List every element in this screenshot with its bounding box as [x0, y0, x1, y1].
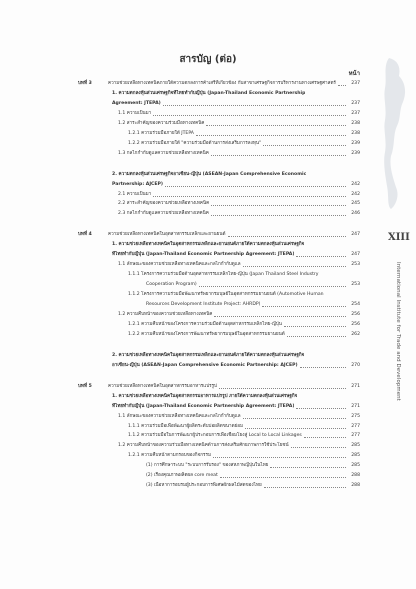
- toc-entry-title: Resources Development Institute Project: AHRDP): [146, 302, 261, 307]
- toc-entry-title: ความช่วยเหลือทางเทคนิคภายใต้ความตกลงการค้าเสรีที่เกี่ยวข้อง กับสาขาเศรษฐกิจการบริหารงานทางเศรษฐศาสตร์: [108, 81, 336, 86]
- toc-entry: [0, 120, 416, 128]
- toc-entry-page: 288: [351, 473, 360, 479]
- toc-entry-page: 277: [351, 423, 360, 429]
- toc-entry: [0, 352, 416, 360]
- toc-entry-page: 256: [351, 321, 360, 327]
- toc-entry: [0, 311, 416, 319]
- toc-entry-page: 256: [351, 311, 360, 317]
- dot-leader: [270, 462, 346, 468]
- chapter-label: บทที่ 4: [78, 232, 92, 238]
- toc-entry-title: (1) การศึกษาระบบ "ระบบการรับรอง" ของสหภาพญี่ปุ่นในไทย: [146, 463, 269, 469]
- toc-entry-page: 275: [351, 413, 360, 419]
- toc-entry: [0, 301, 416, 309]
- dot-leader: [220, 472, 346, 478]
- toc-entry-title: ที่ไทยทำกับญี่ปุ่น (Japan-Thailand Economic Partnership Agreement: JTEPA): [112, 252, 295, 258]
- toc-entry-page: 245: [351, 201, 360, 207]
- toc-entry: [0, 241, 416, 249]
- dot-leader: [214, 311, 346, 317]
- toc-entry-page: 239: [351, 140, 360, 146]
- toc-entry-title: 1.1.1 ความร่วมมือเพื่อพัฒนาผู้ผลิตระดับบ่อผลิตขนาดย่อม: [128, 423, 244, 429]
- dot-leader: [264, 482, 346, 488]
- toc-entry: [0, 171, 416, 179]
- toc-entry-title: 1. ความช่วยเหลือทางเทคนิคในอุตสาหกรรมเหล็กและยานยนต์ภายใต้ความตกลงหุ้นส่วนเศรษฐกิจ: [112, 242, 305, 248]
- toc-entry: [0, 110, 416, 118]
- toc-entry-page: 237: [351, 100, 360, 106]
- toc-entry: [0, 442, 416, 450]
- dot-leader: [296, 251, 346, 257]
- chapter-label: บทที่ 5: [78, 383, 92, 389]
- toc-entry: [0, 271, 416, 279]
- dot-leader: [163, 100, 346, 106]
- toc-entry-page: 247: [351, 232, 360, 238]
- dot-leader: [300, 362, 346, 368]
- toc-entry-title: 1.2 ความคืบหน้าของความช่วยเหลือทางเทคนิค: [118, 311, 213, 317]
- dot-leader: [284, 321, 346, 327]
- dot-leader: [206, 120, 346, 126]
- toc-entry: [0, 432, 416, 440]
- toc-entry-page: 285: [351, 453, 360, 459]
- dot-leader: [338, 80, 346, 86]
- toc-entry-title: 2.1 ความเป็นมา: [118, 191, 152, 197]
- toc-entry-page: 253: [351, 282, 360, 288]
- dot-leader: [219, 383, 346, 389]
- toc-entry-page: 270: [351, 362, 360, 368]
- toc-entry-page: 277: [351, 433, 360, 439]
- dot-leader: [211, 210, 346, 216]
- toc-entry-page: 253: [351, 262, 360, 268]
- toc-entry: [0, 462, 416, 470]
- toc-entry-title: 1.1 ความเป็นมา: [118, 110, 152, 116]
- toc-entry-page: 237: [351, 110, 360, 116]
- toc-entry-title: ความช่วยเหลือทางเทคนิคในอุตสาหกรรมเหล็กและยานยนต์: [108, 232, 226, 238]
- toc-entry-title: 1.2.1 ความคืบหน้าตามกรอบของกิจกรรม: [128, 453, 212, 459]
- toc-entry-title: 1.1 ลักษณะของความช่วยเหลือทางเทคนิคและกลไกกำกับดูแล: [118, 262, 241, 268]
- toc-entry: [0, 200, 416, 208]
- dot-leader: [263, 140, 346, 146]
- toc-entry-title: 1. ความตกลงหุ้นส่วนเศรษฐกิจที่ไทยทำกับญี่ปุ่น (Japan-Thailand Economic Partnership: [112, 90, 306, 96]
- dot-leader: [196, 130, 346, 136]
- toc-entry-page: 239: [351, 150, 360, 156]
- page-number-roman: XIII: [388, 232, 410, 243]
- toc-entry-title: 2.2 สาระสำคัญของความช่วยเหลือทางเทคนิค: [118, 201, 210, 207]
- toc-entry-title: (2) เรื่องคุณภาพผลิตผล core meat: [146, 473, 218, 479]
- toc-entry-page: 285: [351, 443, 360, 449]
- dot-leader: [211, 200, 346, 206]
- toc-entry-title: อาเซียน-ญี่ปุ่น (ASEAN-Japan Comprehensive Economic Partnership: AJCEP): [112, 362, 298, 368]
- toc-entry-title: 1.2.2 ความร่วมมือภายใต้ "ความร่วมมือด้านการส่งเสริมการลงทุน": [128, 140, 262, 146]
- toc-entry-title: 1.2.1 ความร่วมมือภายใต้ JTEPA: [128, 130, 194, 136]
- toc-entry-title: ที่ไทยทำกับญี่ปุ่น (Japan-Thailand Economic Partnership Agreement: JTEPA): [112, 403, 295, 409]
- toc-entry: [0, 181, 416, 189]
- toc-entry: [0, 100, 416, 108]
- toc-entry-title: Cooperation Program): [146, 282, 197, 288]
- toc-entry-title: 1.2 ความคืบหน้าของความร่วมมือทางเทคนิคด้านการส่งเสริมศักยภาพการใช้ประโยชน์: [118, 443, 289, 449]
- toc-entry: [0, 362, 416, 370]
- page-column-heading: หน้า: [348, 70, 360, 77]
- toc-entry-title: 1.2.1 ความคืบหน้าของโครงการความร่วมมือด้านอุตสาหกรรมเหล็กไทย-ญี่ปุ่น: [128, 321, 282, 327]
- toc-entry-page: 238: [351, 130, 360, 136]
- toc-entry-page: 271: [351, 383, 360, 389]
- toc-entry: [0, 482, 416, 490]
- dot-leader: [243, 261, 346, 267]
- toc-entry: [0, 423, 416, 431]
- toc-entry-page: 247: [351, 252, 360, 258]
- toc-entry-title: 2. ความตกลงหุ้นส่วนเศรษฐกิจอาเซียน-ญี่ปุ่น (ASEAN-Japan Comprehensive Economic: [112, 171, 307, 177]
- toc-entry-title: ความช่วยเหลือทางเทคนิคในอุตสาหกรรมอาหารแปรรูป: [108, 383, 217, 389]
- toc-entry-page: 254: [351, 302, 360, 307]
- toc-entry: [0, 191, 416, 199]
- toc-entry-title: (3) เนื้อหาการอบรมผู้ประกอบการพิเศษผักผลไม้สดของไทย: [146, 483, 262, 489]
- toc-entry-title: 1.3 กลไกกำกับดูแลความช่วยเหลือทางเทคนิค: [118, 150, 209, 156]
- toc-entry: [0, 80, 416, 88]
- dot-leader: [153, 110, 346, 116]
- toc-entry-title: 1.2 สาระสำคัญของความร่วมมือทางเทคนิค: [118, 120, 205, 126]
- toc-entry-title: 1.1.2 โครงการความร่วมมือพัฒนาทรัพยากรมนุษย์ในอุตสาหกรรมยานยนต์ (Automotive Human: [128, 292, 324, 298]
- toc-entry: [0, 472, 416, 480]
- dot-leader: [291, 442, 346, 448]
- toc-entry: [0, 452, 416, 460]
- dot-leader: [296, 403, 346, 409]
- toc-entry: [0, 331, 416, 339]
- dot-leader: [245, 423, 346, 429]
- toc-entry-page: 271: [351, 403, 360, 409]
- toc-entry: [0, 90, 416, 98]
- toc-entry-title: 1.1.1 โครงการความร่วมมือด้านอุตสาหกรรมเหล็กไทย-ญี่ปุ่น (Japan Thailand Steel Industry: [128, 272, 319, 278]
- toc-entry: [0, 140, 416, 148]
- toc-entry: [0, 210, 416, 218]
- chapter-label: บทที่ 3: [78, 81, 92, 86]
- toc-entry: [0, 383, 416, 391]
- page-title: สารบัญ (ต่อ): [179, 54, 237, 65]
- toc-entry: [0, 281, 416, 289]
- toc-entry-page: 285: [351, 463, 360, 469]
- dot-leader: [165, 181, 346, 187]
- toc-entry-page: 246: [351, 211, 360, 217]
- toc-entry-page: 242: [351, 191, 360, 197]
- toc-entry: [0, 413, 416, 421]
- toc-entry-page: 242: [351, 181, 360, 187]
- toc-entry: [0, 251, 416, 259]
- dot-leader: [262, 301, 346, 307]
- toc-entry: [0, 231, 416, 239]
- toc-entry-page: 288: [351, 483, 360, 489]
- dot-leader: [213, 452, 346, 458]
- toc-entry: [0, 130, 416, 138]
- side-caption: International Institute for Trade and Development: [395, 262, 401, 401]
- toc-entry-title: 2. ความช่วยเหลือทางเทคนิคในอุตสาหกรรมเหล็กและยานยนต์ภายใต้ความตกลงหุ้นส่วนเศรษฐกิจ: [112, 352, 305, 358]
- toc-entry-title: Agreement: JTEPA): [112, 100, 161, 106]
- dot-leader: [304, 432, 346, 438]
- toc-entry-title: 1. ความช่วยเหลือทางเทคนิคในอุตสาหกรรมอาหารแปรรูป ภายใต้ความตกลงหุ้นส่วนเศรษฐกิจ: [112, 393, 298, 399]
- toc-entry-title: Partnership: AJCEP): [112, 181, 163, 187]
- toc-entry-page: 262: [351, 331, 360, 337]
- toc-entry-title: 1.1.2 ความร่วมมือในการพัฒนาผู้ประกอบการเพื่อเชื่อมโยงสู่ Local to Local Linkages: [128, 433, 302, 439]
- toc-entry-title: 1.1 ลักษณะของความช่วยเหลือทางเทคนิคและกลไกกำกับดูแล: [118, 413, 241, 419]
- dot-leader: [199, 281, 346, 287]
- toc-entry: [0, 403, 416, 411]
- toc-entry: [0, 261, 416, 269]
- dot-leader: [153, 191, 346, 197]
- toc-entry-page: 237: [351, 81, 360, 86]
- toc-entry-title: 2.3 กลไกกำกับดูแลความช่วยเหลือทางเทคนิค: [118, 211, 209, 217]
- dot-leader: [211, 150, 346, 156]
- dot-leader: [287, 331, 346, 337]
- dot-leader: [228, 231, 346, 237]
- toc-entry-title: 1.2.2 ความคืบหน้าของโครงการพัฒนาทรัพยากรมนุษย์ในอุตสาหกรรมยานยนต์: [128, 331, 285, 337]
- toc-entry: [0, 321, 416, 329]
- toc-entry: [0, 291, 416, 299]
- dot-leader: [243, 413, 346, 419]
- toc-entry: [0, 393, 416, 401]
- toc-entry-page: 238: [351, 120, 360, 126]
- toc-entry: [0, 150, 416, 158]
